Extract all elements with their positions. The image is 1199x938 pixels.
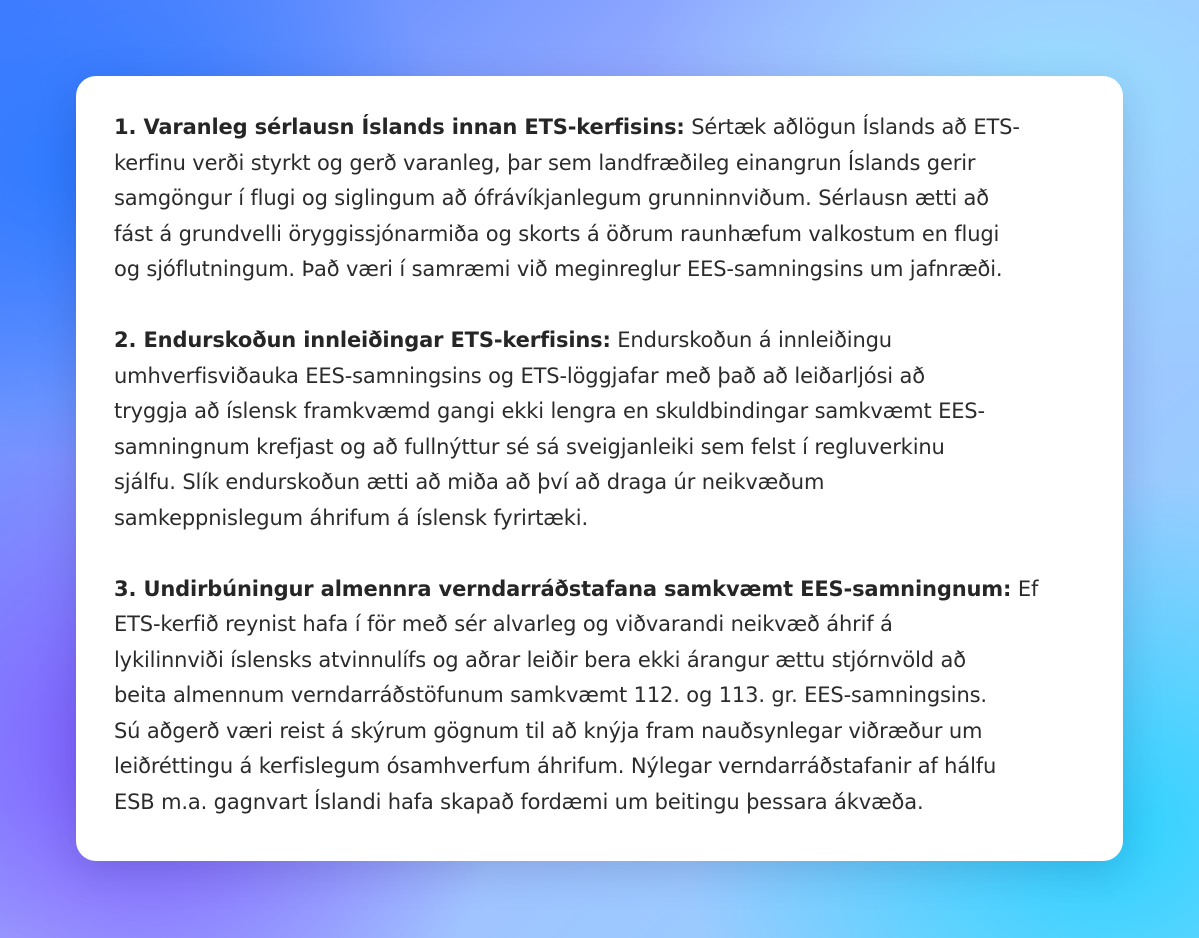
paragraph-1 [114,110,1099,288]
paragraph-3-body: Ef ETS-kerfið reynist hafa í för með sér alvarleg og viðvarandi neikvæð áhrif á lykilinnviði íslensks atvinnulífs og aðrar leiðir bera ekki árangur ættu stjórnvöld að beita almennum verndarráðstöfunum samkvæmt 112. og 113. gr. EES-samningsins. Sú aðgerð væri reist á skýrum gögnum til að knýja fram nauðsynlegar viðræður um leiðréttingu á kerfislegum ósamhverfum áhrifum. Nýlegar verndarráðstafanir af hálfu ESB m.a. gagnvart Íslandi hafa skapað fordæmi um beitingu þessara ákvæða. [114,576,1039,814]
paragraph-2-lead: 2. Endurskoðun innleiðingar ETS-kerfisins: [114,328,611,352]
paragraph-3 [114,572,1099,821]
paragraph-2 [114,323,1099,536]
paragraph-3-lead: 3. Undirbúningur almennra verndarráðstafana samkvæmt EES-samningnum: [114,576,1012,601]
paragraph-1-lead: 1. Varanleg sérlausn Íslands innan ETS-kerfisins: [114,115,685,139]
document-card [76,76,1123,861]
paragraph-2-body: Endurskoðun á innleiðingu umhverfisviðauka EES-samningsins og ETS-löggjafar með það að leiðarljósi að tryggja að íslensk framkvæmd gangi ekki lengra en skuldbindingar samkvæmt EES- samningnum krefjast og að fullnýttur sé sá sveigjanleiki sem felst í regluverkinu sjálfu. Slík endurskoðun ætti að miða að því að draga úr neikvæðum samkeppnislegum áhrifum á íslensk fyrirtæki. [114,328,985,530]
paragraph-1-body: Sértæk aðlögun Íslands að ETS- kerfinu verði styrkt og gerð varanleg, þar sem landfræðileg einangrun Íslands gerir samgöngur í flugi og siglingum að ófrávíkjanlegum grunninnviðum. Sérlausn ætti að fást á grundvelli öryggissjónarmiða og skorts á öðrum raunhæfum valkostum en flugi og sjóflutningum. Það væri í samræmi við meginreglur EES-samningsins um jafnræði. [114,115,1020,281]
